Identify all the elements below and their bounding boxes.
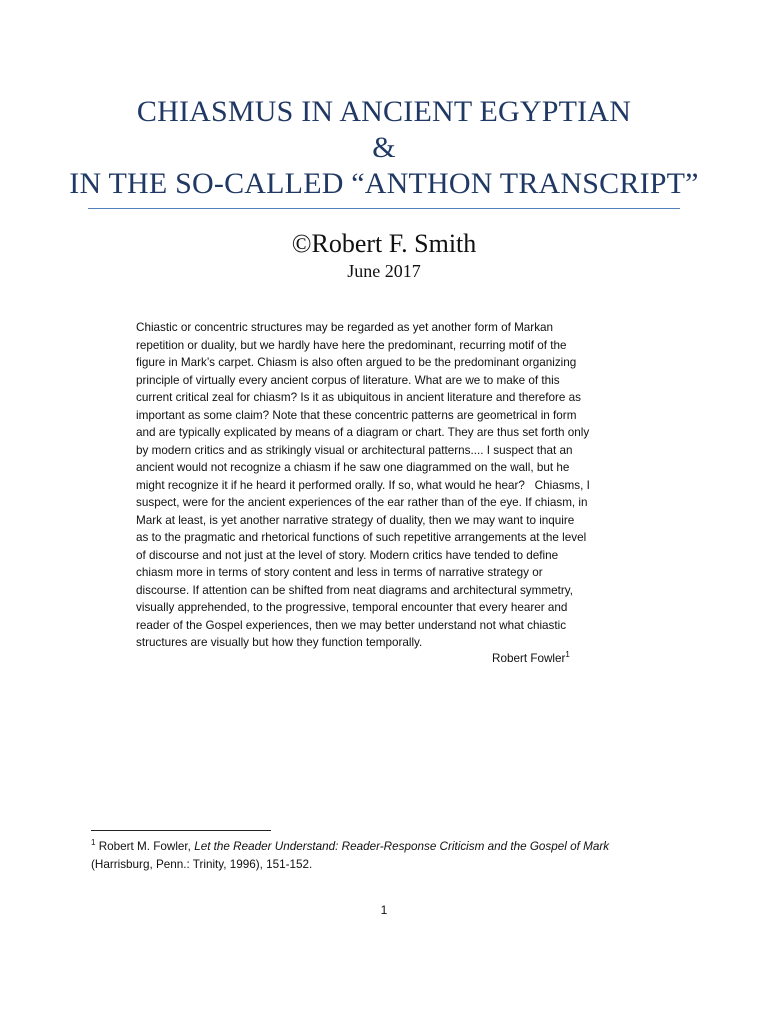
epigraph-line: structures are visually but how they function temporally.: [136, 636, 423, 649]
epigraph-line: principle of virtually every ancient corpus of literature. What are we to make of this: [136, 373, 560, 387]
epigraph-line: Chiastic or concentric structures may be regarded as yet another form of Markan: [136, 321, 554, 334]
epigraph-quote: [136, 319, 636, 652]
epigraph-line: suspect, were for the ancient experiences of the ear rather than of the eye. If chiasm, in: [136, 496, 588, 509]
epigraph-line: of discourse and not just at the level of story. Modern critics have tended to define: [136, 548, 559, 562]
epigraph-line: by modern critics and as strikingly visual or architectural patterns.... I suspect that an: [136, 443, 573, 457]
footnote-author: Robert M. Fowler,: [98, 840, 191, 853]
epigraph-line: might recognize it if he heard it performed orally. If so, what would he hear? Chiasms, I: [136, 478, 590, 492]
epigraph-line: important as some claim? Note that these concentric patterns are geometrical in form: [136, 408, 577, 422]
attribution-name: Robert Fowler: [492, 652, 566, 665]
document-title: [0, 94, 768, 202]
footnote-reference[interactable]: 1: [565, 650, 570, 660]
title-line-3: IN THE SO-CALLED “ANTHON TRANSCRIPT”: [69, 167, 699, 200]
title-line-2: &: [372, 131, 396, 164]
footnote-book-title: Let the Reader Understand: Reader-Response Criticism and the Gospel of Mark: [194, 840, 610, 853]
epigraph-line: repetition or duality, but we hardly have here the predominant, recurring motif of the: [136, 338, 567, 352]
epigraph-line: current critical zeal for chiasm? Is it as ubiquitous in ancient literature and therefore as: [136, 391, 581, 404]
footnote-number: 1: [91, 838, 96, 848]
epigraph-line: Mark at least, is yet another narrative strategy of duality, then we may want to inquire: [136, 513, 575, 527]
epigraph-line: visually apprehended, to the progressive, temporal encounter that every hearer and: [136, 601, 568, 614]
author-line: ©Robert F. Smith: [291, 229, 477, 258]
footnote: [91, 838, 691, 874]
epigraph-line: as to the pragmatic and rhetorical functions of such repetitive arrangements at the level: [136, 531, 587, 544]
epigraph-line: reader of the Gospel experiences, then we may better understand not what chiastic: [136, 618, 567, 632]
footnote-line-1: [91, 838, 691, 856]
title-divider: [88, 208, 680, 209]
epigraph-line: chiasm more in terms of story content and less in terms of narrative strategy or: [136, 566, 543, 579]
epigraph-line: ancient would not recognize a chiasm if he saw one diagrammed on the wall, but he: [136, 461, 570, 474]
epigraph-attribution: [492, 650, 570, 667]
epigraph-line: figure in Mark’s carpet. Chiasm is also often argued to be the predominant organizing: [136, 356, 577, 369]
footnote-publication: (Harrisburg, Penn.: Trinity, 1996), 151-152.: [91, 858, 313, 871]
title-line-1: CHIASMUS IN ANCIENT EGYPTIAN: [136, 95, 632, 128]
document-date: June 2017: [347, 261, 421, 281]
page-number: 1: [380, 903, 388, 917]
epigraph-line: discourse. If attention can be shifted from neat diagrams and architectural symmetry,: [136, 583, 573, 597]
footnote-separator: [91, 830, 271, 831]
epigraph-line: and are typically explicated by means of a diagram or chart. They are thus set forth only: [136, 426, 590, 439]
